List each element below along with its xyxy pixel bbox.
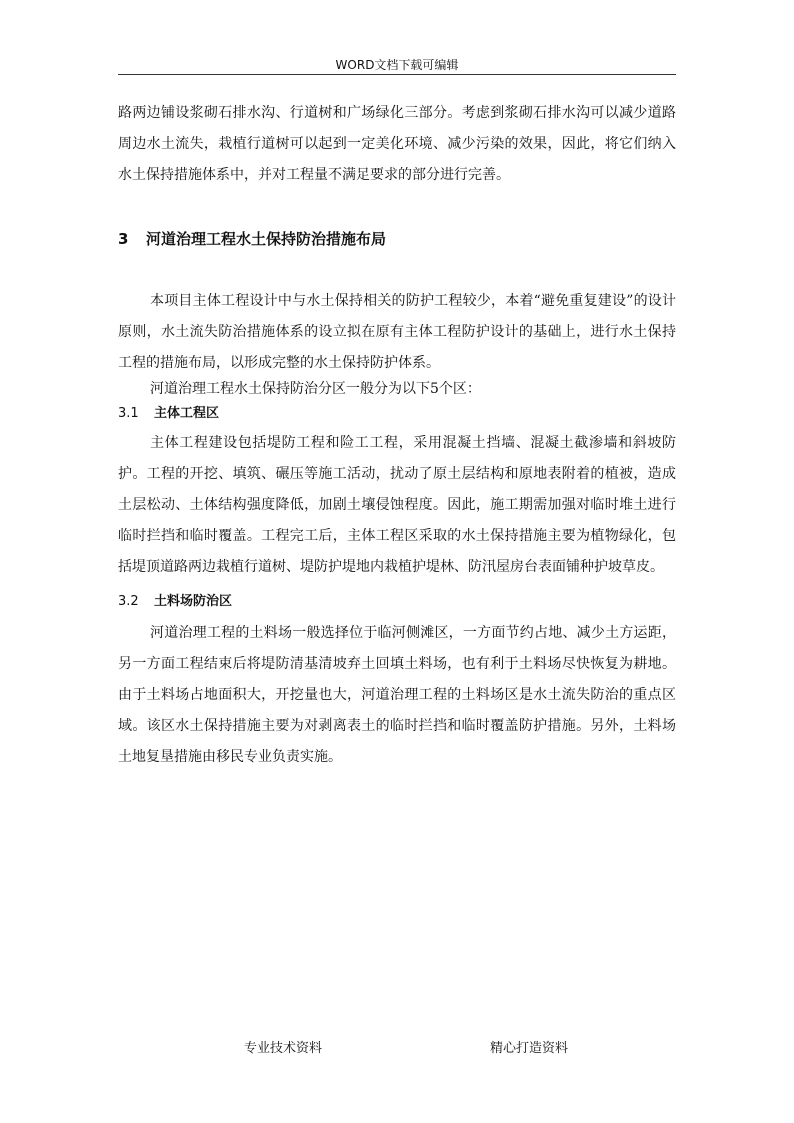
paragraph-zoning: 河道治理工程水土保持防治分区一般分为以下5个区： (150, 381, 481, 397)
section-3-1-number: 3.1 (118, 406, 139, 421)
header-rule (118, 74, 676, 75)
section-3-1-heading (118, 402, 676, 426)
page-header: WORD文档下载可编辑 (335, 58, 459, 72)
section-3-2-title: 土料场防治区 (154, 594, 233, 609)
section-3-2-heading (118, 590, 676, 614)
footer-left-text: 专业技术资料 (244, 1041, 323, 1056)
paragraph-section-3-intro: 本项目主体工程设计中与水土保持相关的防护工程较少，本着“避免重复建设”的设计原则，水土流失防治措施体系的设立拟在原有主体工程防护设计的基础上，进行水土保持工程的措施布局，以形成完整的水土保持防护体系。 (118, 293, 676, 371)
paragraph-borrow-area-zone: 河道治理工程的土料场一般选择位于临河侧滩区，一方面节约占地、减少土方运距，另一方面工程结束后将堤防清基清坡弃土回填土料场，也有利于土料场尽快恢复为耕地。由于土料场占地面积大，开挖量也大，河道治理工程的土料场区是水土流失防治的重点区域。该区水土保持措施主要为对剥离表土的临时拦挡和临时覆盖防护措施。另外，土料场土地复垦措施由移民专业负责实施。 (118, 625, 676, 765)
paragraph-main-works-zone: 主体工程建设包括堤防工程和险工工程，采用混凝土挡墙、混凝土截渗墙和斜坡防护。工程的开挖、填筑、碾压等施工活动，扰动了原土层结构和原地表附着的植被，造成土层松动、土体结构强度降低，加剧土壤侵蚀程度。因此，施工期需加强对临时堆土进行临时拦挡和临时覆盖。工程完工后，主体工程区采取的水土保持措施主要为植物绿化，包括堤顶道路两边栽植行道树、堤防护堤地内栽植护堤林、防汛屋房台表面铺种护坡草皮。 (118, 435, 676, 575)
section-3-title: 河道治理工程水土保持防治措施布局 (146, 230, 387, 248)
section-3-number: 3 (118, 230, 129, 248)
paragraph-intro-continuation: 路两边铺设浆砌石排水沟、行道树和广场绿化三部分。考虑到浆砌石排水沟可以减少道路周边水土流失，栽植行道树可以起到一定美化环境、减少污染的效果，因此，将它们纳入水土保持措施体系中，并对工程量不满足要求的部分进行完善。 (118, 105, 676, 183)
section-3-2-number: 3.2 (118, 594, 139, 609)
section-3-heading (118, 226, 676, 252)
section-3-1-title: 主体工程区 (154, 406, 220, 421)
footer-right-text: 精心打造资料 (490, 1041, 569, 1056)
